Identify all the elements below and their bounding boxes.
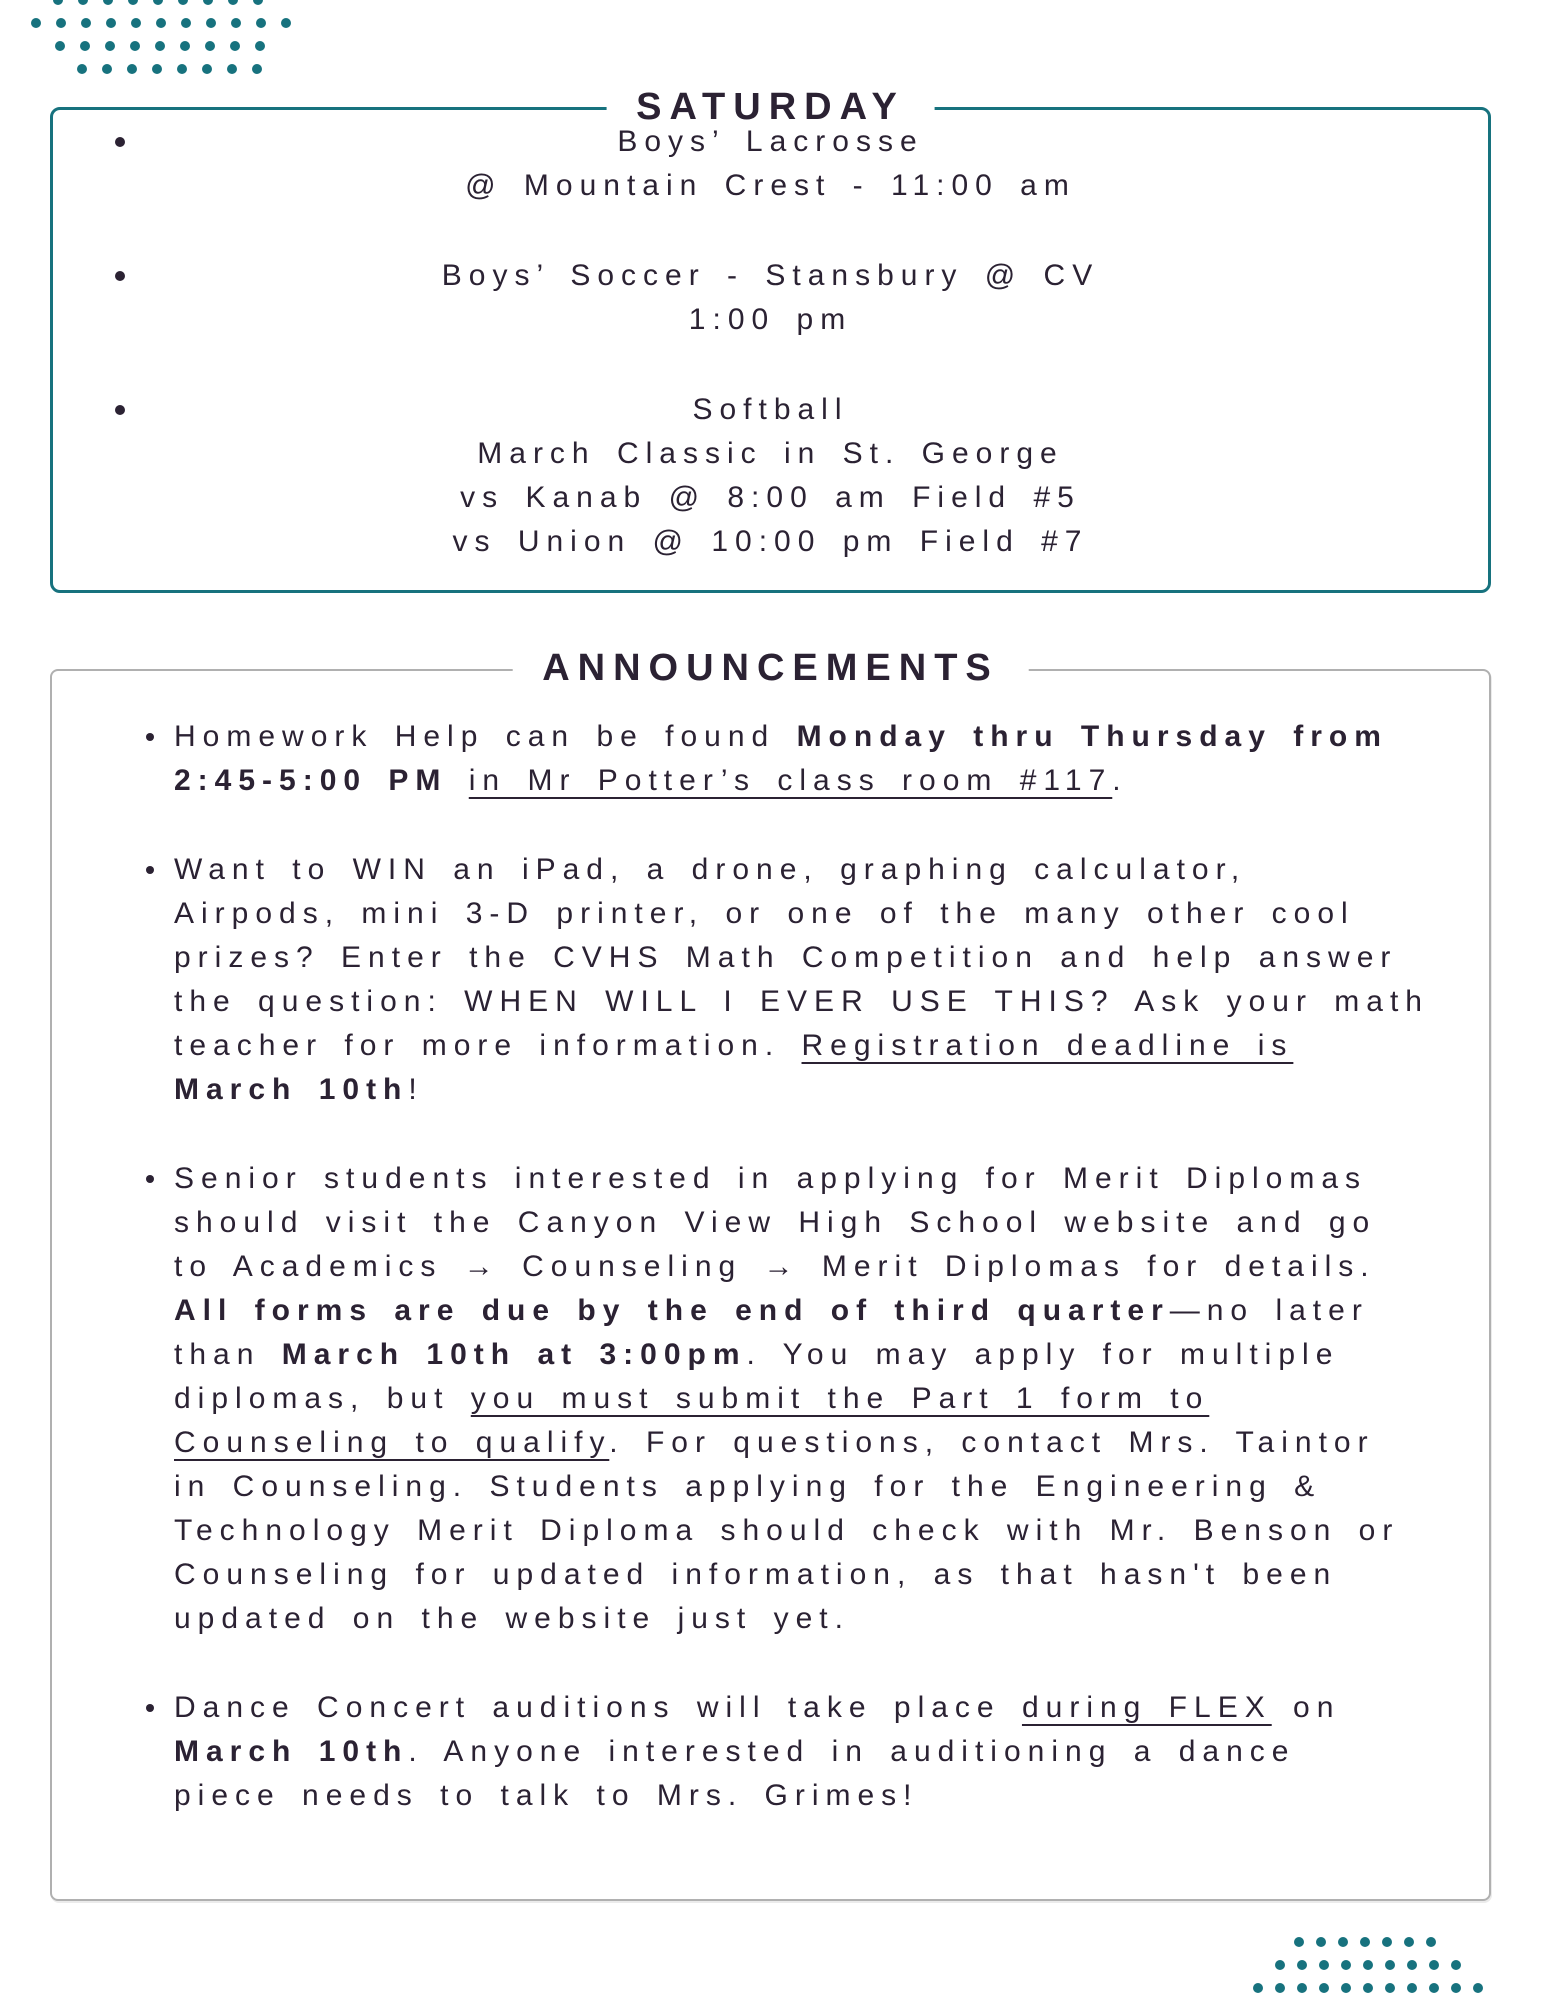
dot [231, 18, 241, 28]
announcement-line [174, 1245, 1429, 1289]
dot [31, 18, 41, 28]
dot [155, 41, 165, 51]
dot [1363, 1983, 1373, 1993]
event-line: vs Union @ 10:00 pm Field #7 [452, 525, 1089, 558]
dot [227, 64, 237, 74]
announcement-item [174, 848, 1429, 1112]
announcement-line [174, 1157, 1429, 1201]
dot [1385, 1960, 1395, 1970]
dot [81, 18, 91, 28]
text-segment: Counseling to qualify [174, 1426, 610, 1459]
text-segment: . [1112, 764, 1128, 797]
event-line: Boys’ Soccer - Stansbury @ CV [441, 259, 1100, 292]
announcement-line [174, 1686, 1429, 1730]
text-segment: Senior students interested in applying for Merit Diplomas [174, 1162, 1368, 1195]
bullet-dot [115, 405, 125, 415]
decorative-dots-top-left [31, 0, 291, 74]
dot [203, 0, 213, 5]
bullet-dot [146, 1704, 154, 1712]
dot [1275, 1960, 1285, 1970]
dot [1426, 1937, 1436, 1947]
bullet-dot [146, 733, 154, 741]
announcement-line [174, 1333, 1429, 1377]
dot [1407, 1983, 1417, 1993]
announcement-line [174, 892, 1429, 936]
announcement-line [174, 1289, 1429, 1333]
dot [1341, 1960, 1351, 1970]
announcement-line [174, 1509, 1429, 1553]
announcement-line [174, 1377, 1429, 1421]
text-segment: teacher for more information. [174, 1029, 802, 1062]
dot [1473, 1983, 1483, 1993]
text-segment: updated on the website just yet. [174, 1602, 850, 1635]
saturday-event [53, 388, 1488, 564]
dot [152, 64, 162, 74]
dot-row [31, 18, 291, 28]
announcement-line [174, 1068, 1429, 1112]
dot [1253, 1983, 1263, 1993]
text-segment: . Anyone interested in auditioning a dance [408, 1735, 1296, 1768]
dot [1297, 1983, 1307, 1993]
dot-row [77, 64, 291, 74]
bullet-dot [115, 271, 125, 281]
dot [102, 64, 112, 74]
text-segment [447, 764, 468, 797]
text-segment: Registration deadline is [801, 1029, 1294, 1062]
dot [1341, 1983, 1351, 1993]
dot [77, 64, 87, 74]
bullet-dot [146, 866, 154, 874]
text-segment: March 10th [174, 1735, 409, 1768]
text-segment: on [1271, 1691, 1341, 1724]
announcement-line [174, 1553, 1429, 1597]
announcement-line [174, 1024, 1429, 1068]
saturday-title: SATURDAY [606, 84, 935, 130]
dot [178, 0, 188, 5]
announcement-item [174, 715, 1429, 803]
dot [56, 18, 66, 28]
dot [1407, 1960, 1417, 1970]
dot [105, 41, 115, 51]
dot [80, 41, 90, 51]
announcement-item [174, 1686, 1429, 1818]
text-segment: . You may apply for multiple [746, 1338, 1340, 1371]
text-segment: Homework Help can be found [174, 720, 797, 753]
dot-row [1253, 1983, 1483, 1993]
event-line: @ Mountain Crest - 11:00 am [465, 169, 1076, 202]
dot [1316, 1937, 1326, 1947]
dot [252, 64, 262, 74]
announcement-line [174, 936, 1429, 980]
text-segment: March 10th [174, 1073, 409, 1106]
dot [228, 0, 238, 5]
event-line: 1:00 pm [688, 303, 853, 336]
announcement-line [174, 1421, 1429, 1465]
announcements-section [50, 647, 1491, 1901]
text-segment: . For questions, contact Mrs. Taintor [609, 1426, 1375, 1459]
announcement-line [174, 848, 1429, 892]
dot [1294, 1937, 1304, 1947]
bullet-dot [115, 137, 125, 147]
announcements-list [52, 671, 1489, 1818]
dot [78, 0, 88, 5]
text-segment: —no later [1169, 1294, 1369, 1327]
dot [1429, 1960, 1439, 1970]
text-segment: should visit the Canyon View High School website and go [174, 1206, 1377, 1239]
dot [1404, 1937, 1414, 1947]
text-segment: 2:45-5:00 PM [174, 764, 448, 797]
dot [127, 64, 137, 74]
text-segment: Technology Merit Diploma should check with Mr. Benson or [174, 1514, 1400, 1547]
dot [177, 64, 187, 74]
dot [1363, 1960, 1373, 1970]
event-line: March Classic in St. George [477, 437, 1064, 470]
text-segment: piece needs to talk to Mrs. Grimes! [174, 1779, 919, 1812]
dot [53, 0, 63, 5]
dot [1451, 1960, 1461, 1970]
dot [1319, 1983, 1329, 1993]
dot [153, 0, 163, 5]
text-segment: the question: WHEN WILL I EVER USE THIS? Ask your math [174, 985, 1429, 1018]
dot [256, 18, 266, 28]
dot-row [1253, 1937, 1436, 1947]
dot [1385, 1983, 1395, 1993]
saturday-section [50, 86, 1491, 593]
event-line: Softball [692, 393, 849, 426]
saturday-events [53, 110, 1488, 564]
dot [1338, 1937, 1348, 1947]
text-segment: in Mr Potter’s class room #117 [468, 764, 1113, 797]
dot [156, 18, 166, 28]
announcement-line [174, 1201, 1429, 1245]
event-line: vs Kanab @ 8:00 am Field #5 [460, 481, 1081, 514]
announcement-line [174, 1597, 1429, 1641]
announcement-line [174, 980, 1429, 1024]
announcement-line [174, 1730, 1429, 1774]
text-segment: prizes? Enter the CVHS Math Competition and help answer [174, 941, 1398, 974]
text-segment: than [174, 1338, 282, 1371]
dot-row [53, 0, 291, 5]
announcement-line [174, 1465, 1429, 1509]
dot [206, 18, 216, 28]
dot [1360, 1937, 1370, 1947]
dot [103, 0, 113, 5]
dot [202, 64, 212, 74]
dot [55, 41, 65, 51]
text-segment: in Counseling. Students applying for the Engineering & [174, 1470, 1322, 1503]
announcement-line [174, 715, 1429, 759]
dot-row [55, 41, 291, 51]
text-segment: during FLEX [1021, 1691, 1272, 1724]
dot [1275, 1983, 1285, 1993]
text-segment: Dance Concert auditions will take place [174, 1691, 1022, 1724]
dot [1451, 1983, 1461, 1993]
dot [181, 18, 191, 28]
text-segment: Monday thru Thursday from [796, 720, 1388, 753]
text-segment: diplomas, but [174, 1382, 471, 1415]
text-segment: March 10th at 3:00pm [281, 1338, 747, 1371]
dot [205, 41, 215, 51]
text-segment: ! [408, 1073, 424, 1106]
bullet-dot [146, 1175, 154, 1183]
announcement-item [174, 1157, 1429, 1641]
announcements-title: ANNOUNCEMENTS [512, 645, 1029, 691]
dot [131, 18, 141, 28]
dot [1382, 1937, 1392, 1947]
saturday-event [53, 254, 1488, 342]
dot [281, 18, 291, 28]
text-segment: Counseling for updated information, as that hasn't been [174, 1558, 1338, 1591]
dot [106, 18, 116, 28]
text-segment: Want to WIN an iPad, a drone, graphing calculator, [174, 853, 1247, 886]
dot [180, 41, 190, 51]
text-segment: to Academics → Counseling → Merit Diplomas for details. [174, 1250, 1376, 1283]
text-segment: you must submit the Part 1 form to [470, 1382, 1210, 1415]
dot [1429, 1983, 1439, 1993]
dot-row [1253, 1960, 1461, 1970]
text-segment: All forms are due by the end of third quarter [174, 1294, 1170, 1327]
dot [230, 41, 240, 51]
text-segment: Airpods, mini 3-D printer, or one of the many other cool [174, 897, 1355, 930]
announcement-line [174, 759, 1429, 803]
dot [1319, 1960, 1329, 1970]
event-line: Boys’ Lacrosse [617, 125, 924, 158]
dot [130, 41, 140, 51]
saturday-event [53, 120, 1488, 208]
dot [253, 0, 263, 5]
dot [1297, 1960, 1307, 1970]
dot [255, 41, 265, 51]
announcement-line [174, 1774, 1429, 1818]
dot [128, 0, 138, 5]
decorative-dots-bottom-right [1253, 1937, 1483, 1993]
